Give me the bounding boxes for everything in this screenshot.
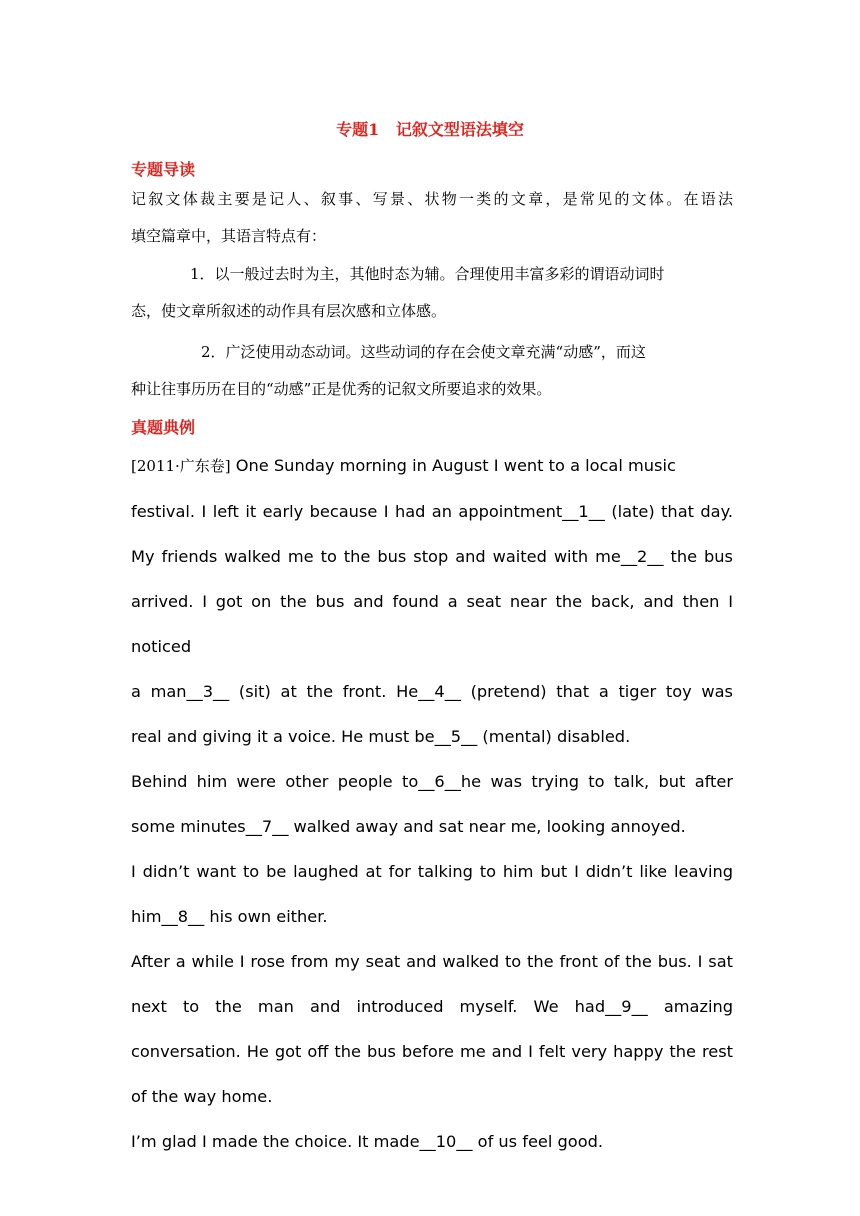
passage-line: real and giving it a voice. He must be__5__ (mental) disabled. <box>131 727 631 746</box>
passage-line: I’m glad I made the choice. It made__10__ of us feel good. <box>131 1132 604 1151</box>
passage-line: I didn’t want to be laughed at for talking to him but I didn’t like leaving <box>131 862 733 881</box>
passage-line: conversation. He got off the bus before me and I felt very happy the rest <box>131 1042 733 1061</box>
passage-line: arrived. I got on the bus and found a seat near the back, and then I noticed <box>131 592 733 656</box>
passage <box>131 443 733 1164</box>
point-2-paragraph <box>131 334 733 408</box>
source-citation: [2011·广东卷] <box>131 457 231 475</box>
intro-line: 记叙文体裁主要是记人、叙事、写景、状物一类的文章，是常见的文体。在语法 <box>131 190 733 208</box>
intro-paragraph <box>131 181 733 255</box>
passage-line: a man__3__ (sit) at the front. He__4__ (pretend) that a tiger toy was <box>131 682 733 701</box>
section-heading-example: 真题典例 <box>131 418 196 437</box>
passage-line: some minutes__7__ walked away and sat near me, looking annoyed. <box>131 817 686 836</box>
section-heading-intro: 专题导读 <box>131 160 196 179</box>
passage-text: One Sunday morning in August I went to a local music <box>230 456 676 475</box>
point-1-line: 1．以一般过去时为主，其他时态为辅。合理使用丰富多彩的谓语动词时 <box>190 265 665 283</box>
point-1-paragraph <box>131 256 733 330</box>
passage-line: My friends walked me to the bus stop and waited with me__2__ the bus <box>131 547 733 566</box>
passage-line: him__8__ his own either. <box>131 907 328 926</box>
passage-line: next to the man and introduced myself. We had__9__ amazing <box>131 997 733 1016</box>
point-2-line: 种让往事历历在目的“动感”正是优秀的记叙文所要追求的效果。 <box>131 380 552 398</box>
passage-line: festival. I left it early because I had an appointment__1__ (late) that day. <box>131 502 733 521</box>
passage-line: of the way home. <box>131 1087 273 1106</box>
passage-line: After a while I rose from my seat and walked to the front of the bus. I sat <box>131 952 733 971</box>
point-1-line: 态，使文章所叙述的动作具有层次感和立体感。 <box>131 302 447 320</box>
document-title: 专题1 记叙文型语法填空 <box>336 120 524 139</box>
passage-line: Behind him were other people to__6__he was trying to talk, but after <box>131 772 733 791</box>
point-2-line: 2．广泛使用动态动词。这些动词的存在会使文章充满“动感”，而这 <box>201 343 646 361</box>
intro-line: 填空篇章中，其语言特点有： <box>131 227 327 245</box>
passage-line-1 <box>131 443 733 489</box>
